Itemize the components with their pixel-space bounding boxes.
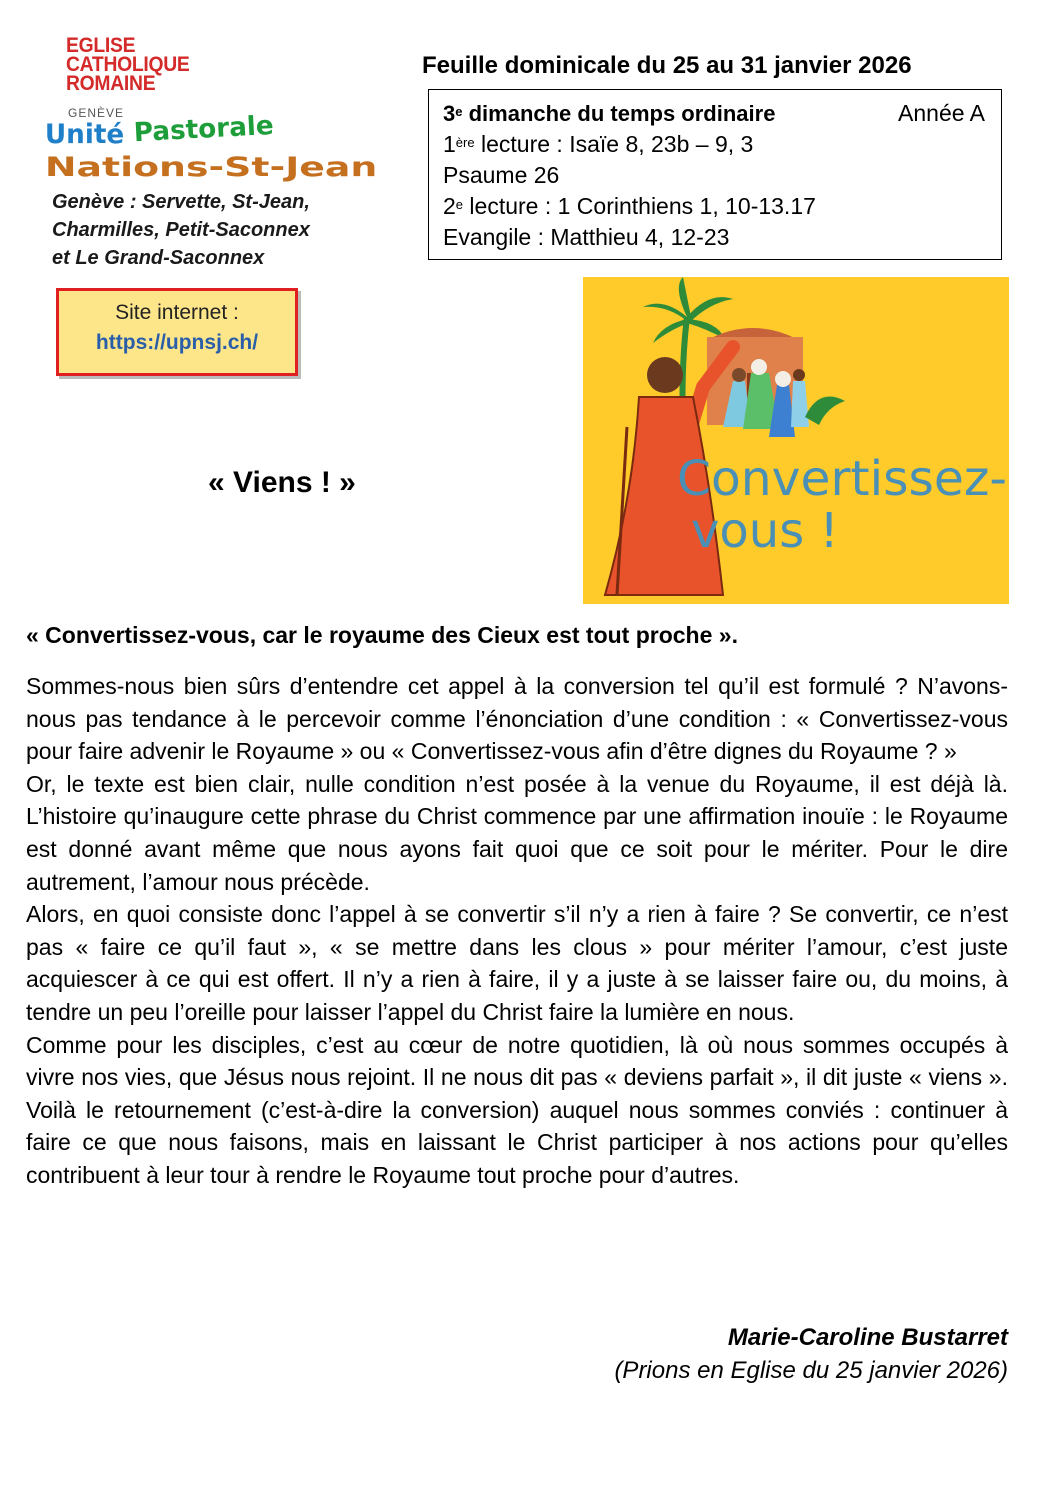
website-box: [56, 288, 298, 376]
gospel-quote: « Convertissez-vous, car le royaume des Cieux est tout proche ».: [26, 622, 738, 648]
first-reading-ordinal: ère: [455, 135, 475, 150]
article-paragraph: Comme pour les disciples, c’est au cœur de notre quotidien, là où nous sommes occupés à vivre nos vies, que Jésus nous rejoint. Il ne nous dit pas « deviens parfait », il dit juste « viens ». Voilà le retournement (c’est-à-dire la conversion) auquel nous sommes conviés : continuer à faire ce que nous faisons, mais en laissant le Christ participer à nos actions pour qu’elles contribuent à leur tour à rendre le Royaume tout proche pour d’autres.: [26, 1031, 1008, 1188]
logo-church-line2: CATHOLIQUE: [66, 53, 190, 76]
article-heading: « Viens ! »: [208, 466, 356, 499]
parishes-line1: Genève : Servette, St-Jean,: [52, 191, 310, 213]
second-reading-ordinal: e: [455, 197, 464, 212]
second-reading-text: lecture : 1 Corinthiens 1, 10-13.17: [463, 193, 816, 219]
parishes-line3: et Le Grand-Saconnex: [52, 247, 265, 269]
sheet-title: Feuille dominicale du 25 au 31 janvier 2026: [422, 52, 912, 79]
logo-unit-word2: Pastorale: [133, 110, 275, 149]
article-body: [26, 670, 1008, 1192]
liturgical-year: Année A: [898, 100, 985, 126]
psalm: Psaume 26: [443, 162, 560, 188]
first-reading: [443, 129, 1001, 160]
sunday-ordinal: e: [455, 104, 463, 119]
illustration: [583, 277, 1009, 604]
family-group: [723, 359, 809, 437]
article-source: (Prions en Eglise du 25 janvier 2026): [614, 1357, 1008, 1384]
illustration-text-line1: Convertissez-: [677, 451, 1007, 507]
illustration-text-line2: vous !: [691, 503, 839, 559]
sunday-label: dimanche du temps ordinaire: [462, 101, 776, 126]
readings-box: [428, 89, 1002, 260]
sunday-number: 3: [443, 101, 456, 126]
article-paragraph: Alors, en quoi consiste donc l’appel à se convertir s’il n’y a rien à faire ? Se convertir, ce n’est pas « faire ce qu’il faut », « se mettre dans les clous » pour mériter l’amour, c’est juste acquiescer à ce qui est offert. Il n’y a rien à faire, il y a juste à se laisser faire ou, du moins, à tendre un peu l’oreille pour laisser l’appel du Christ faire la lumière en nous.: [26, 901, 1008, 1025]
logo-church-line3: ROMAINE: [66, 72, 156, 95]
logo-unit-word3: Nations-St-Jean: [44, 153, 378, 184]
website-link[interactable]: https://upnsj.ch/: [95, 331, 259, 354]
website-label: Site internet :: [115, 301, 239, 324]
gospel-reading: Evangile : Matthieu 4, 12-23: [443, 224, 730, 250]
parishes-line2: Charmilles, Petit-Saconnex: [52, 219, 310, 241]
logo-church-line1: EGLISE: [66, 34, 136, 57]
parishes-list: [52, 188, 310, 272]
first-reading-text: lecture : Isaïe 8, 23b – 9, 3: [474, 131, 754, 157]
article-paragraph: Sommes-nous bien sûrs d’entendre cet appel à la conversion tel qu’il est formulé ? N’avons-nous pas tendance à le percevoir comme l’énonciation d’une condition : « Convertissez-vous pour faire advenir le Royaume » ou « Convertissez-vous afin d’être dignes du Royaume ? »: [26, 673, 1008, 765]
second-reading: [443, 191, 1001, 222]
logo-city: GENÈVE: [68, 106, 125, 120]
first-reading-number: 1: [443, 131, 456, 157]
second-reading-number: 2: [443, 193, 456, 219]
article-author: Marie-Caroline Bustarret: [727, 1324, 1008, 1351]
logo-church-name: [66, 36, 190, 93]
logo-unit-word1: Unité: [44, 120, 125, 151]
article-paragraph: Or, le texte est bien clair, nulle condition n’est posée à la venue du Royaume, il est déjà là. L’histoire qu’inaugure cette phrase du Christ commence par une affirmation inouïe : le Royaume est donné avant même que nous ayons fait quoi que ce soit pour le mériter. Pour le dire autrement, l’amour nous précède.: [26, 770, 1008, 895]
illustration-drawing: [583, 277, 1009, 604]
logo: [40, 36, 390, 186]
